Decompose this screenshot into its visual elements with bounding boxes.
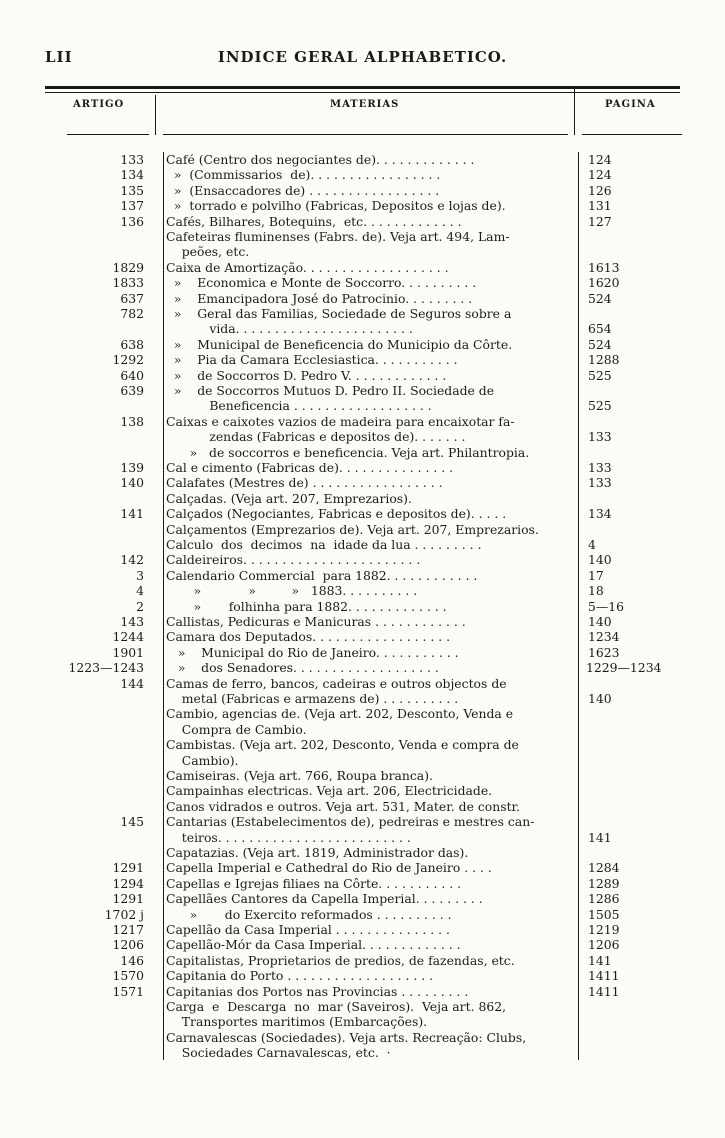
entry-subject: » Economica e Monte de Soccorro. . . . . . . . . . — [166, 276, 477, 291]
entry-subject: Calendario Commercial para 1882. . . . . . . . . . . . — [166, 568, 478, 583]
index-entry — [0, 492, 725, 506]
entry-subject: zendas (Fabricas e depositos de). . . . . . . — [166, 430, 466, 445]
entry-subject: » de Soccorros Mutuos D. Pedro II. Sociedade de — [166, 384, 495, 398]
index-entry — [0, 908, 725, 922]
index-entry — [0, 307, 725, 321]
entry-page-number: 17 — [588, 567, 604, 583]
index-entry — [0, 600, 725, 614]
entry-subject: » dos Senadores. . . . . . . . . . . . . . . . . . . — [166, 661, 439, 676]
entry-article-number: 640 — [120, 367, 144, 383]
entry-page-number: 1206 — [588, 937, 620, 953]
entry-article-number: 1217 — [112, 922, 144, 937]
entry-subject: » (Commissarios de). . . . . . . . . . . . . . . . . — [166, 168, 441, 183]
index-entry — [0, 199, 725, 213]
entry-page-number: 1219 — [588, 922, 620, 937]
page-number: LII — [45, 48, 73, 66]
entry-subject: Sociedades Carnavalescas, etc. · — [166, 1046, 391, 1061]
index-entry — [0, 954, 725, 968]
entry-article-number: 1292 — [112, 352, 144, 368]
entry-subject: Campainhas electricas. Veja art. 206, Electricidade. — [166, 784, 493, 799]
column-header-artigo: ARTIGO — [73, 99, 125, 110]
entry-subject: Café (Centro dos negociantes de). . . . . . . . . . . . . — [166, 153, 475, 167]
index-entry — [0, 707, 725, 721]
entry-subject: » Pia da Camara Ecclesiastica. . . . . . . . . . . — [166, 353, 458, 368]
entry-page-number: 5—16 — [588, 598, 625, 614]
entry-page-number: 1620 — [588, 275, 620, 291]
entry-subject: » folhinha para 1882. . . . . . . . . . . . . — [166, 599, 447, 614]
entry-page-number: 140 — [588, 552, 612, 568]
entry-subject: Capitanias dos Portos nas Provincias . . . . . . . . . — [166, 984, 469, 999]
index-entry — [0, 384, 725, 398]
entry-subject: Camara dos Deputados. . . . . . . . . . . . . . . . . . — [166, 630, 451, 645]
index-entry — [0, 184, 725, 198]
index-entry — [0, 245, 725, 259]
index-entry — [0, 969, 725, 983]
entry-page-number: 131 — [588, 198, 612, 214]
entry-article-number: 133 — [120, 152, 144, 167]
index-entry — [0, 923, 725, 937]
entry-page-number: 133 — [588, 475, 612, 491]
entry-page-number: 524 — [588, 290, 612, 306]
index-entry — [0, 215, 725, 229]
entry-subject: Calçadas. (Veja art. 207, Emprezarios). — [166, 491, 412, 506]
index-entry — [0, 446, 725, 460]
entry-page-number: 524 — [588, 336, 612, 352]
entry-page-number: 140 — [588, 691, 612, 706]
index-entry — [0, 430, 725, 444]
entry-subject: Capellão da Casa Imperial . . . . . . . . . . . . . . . — [166, 923, 450, 937]
entry-article-number: 139 — [120, 460, 144, 475]
index-entry — [0, 1015, 725, 1029]
index-entry — [0, 276, 725, 290]
index-entry — [0, 476, 725, 490]
entry-page-number: 654 — [588, 321, 612, 337]
entry-subject: Cambio, agencias de. (Veja art. 202, Desconto, Venda e — [166, 707, 514, 722]
entry-page-number: 1234 — [588, 629, 620, 645]
index-entry — [0, 569, 725, 583]
index-entry — [0, 661, 725, 675]
entry-page-number: 127 — [588, 213, 612, 229]
entry-subject: Capitania do Porto . . . . . . . . . . . . . . . . . . . — [166, 969, 434, 984]
entry-subject: » do Exercito reformados . . . . . . . . . . — [166, 907, 452, 922]
entry-subject: Canos vidrados e outros. Veja art. 531, Mater. de constr. — [166, 799, 521, 814]
entry-subject: » de soccorros e beneficencia. Veja art. Philantropia. — [166, 445, 530, 460]
entry-page-number: 4 — [588, 537, 596, 552]
entry-article-number: 1244 — [112, 629, 144, 645]
entry-subject: » de Soccorros D. Pedro V. . . . . . . . . . . . . — [166, 368, 447, 383]
entry-article-number: 3 — [136, 567, 144, 583]
entry-subject: » torrado e polvilho (Fabricas, Depositos e lojas de). — [166, 199, 506, 214]
entry-article-number: 1702 j — [104, 906, 144, 922]
index-entry — [0, 677, 725, 691]
page-title: INDICE GERAL ALPHABETICO. — [217, 48, 508, 66]
entry-page-number: 1286 — [588, 891, 620, 907]
column-separator-artigo — [67, 134, 149, 135]
index-entry — [0, 338, 725, 352]
index-entry — [0, 692, 725, 706]
column-divider-top-right — [574, 88, 575, 135]
index-entry — [0, 892, 725, 906]
entry-subject: Calçados (Negociantes, Fabricas e depositos de). . . . . — [166, 507, 507, 522]
entry-page-number: 525 — [588, 367, 612, 383]
entry-page-number: 1411 — [588, 968, 620, 984]
index-entry — [0, 538, 725, 552]
entry-article-number: 4 — [136, 583, 144, 599]
index-entry — [0, 800, 725, 814]
entry-page-number: 1623 — [588, 644, 620, 660]
entry-page-number: 1284 — [588, 860, 620, 876]
entry-page-number: 140 — [588, 614, 612, 629]
index-entry — [0, 985, 725, 999]
header-rule-thin — [45, 92, 680, 93]
entry-article-number: 141 — [120, 506, 144, 522]
entry-subject: Beneficencia . . . . . . . . . . . . . . . . . . — [166, 399, 432, 414]
entry-article-number: 137 — [120, 198, 144, 214]
entry-subject: peões, etc. — [166, 245, 250, 260]
index-entry — [0, 353, 725, 367]
entry-article-number: 1291 — [112, 891, 144, 907]
index-entry — [0, 769, 725, 783]
column-separator-materias — [163, 134, 568, 135]
entry-article-number: 140 — [120, 475, 144, 491]
index-entry — [0, 754, 725, 768]
entry-subject: » Municipal do Rio de Janeiro. . . . . . . . . . . — [166, 645, 459, 660]
index-entry — [0, 938, 725, 952]
entry-article-number: 637 — [120, 290, 144, 306]
entry-article-number: 1570 — [112, 968, 144, 984]
index-entry — [0, 507, 725, 521]
column-header-pagina: PAGINA — [605, 99, 656, 110]
entry-subject: Cal e cimento (Fabricas de). . . . . . . . . . . . . . . — [166, 461, 454, 475]
entry-article-number: 1223—1243 — [68, 660, 144, 676]
entry-article-number: 782 — [120, 306, 144, 321]
entry-subject: Transportes maritimos (Embarcações). — [166, 1015, 428, 1030]
index-entry — [0, 168, 725, 182]
entry-article-number: 142 — [120, 552, 144, 568]
entry-subject: Caixa de Amortização. . . . . . . . . . . . . . . . . . . — [166, 260, 449, 275]
index-entry — [0, 815, 725, 829]
entry-subject: » Emancipadora José do Patrocinio. . . . . . . . . — [166, 291, 473, 306]
index-entry — [0, 292, 725, 306]
entry-article-number: 145 — [120, 814, 144, 830]
index-entry — [0, 322, 725, 336]
index-entry — [0, 846, 725, 860]
index-entry — [0, 831, 725, 845]
page-header — [0, 48, 725, 72]
entry-page-number: 1411 — [588, 983, 620, 999]
entry-subject: teiros. . . . . . . . . . . . . . . . . . . . . . . . . — [166, 830, 411, 845]
entry-subject: Compra de Cambio. — [166, 722, 307, 737]
entry-subject: Cambistas. (Veja art. 202, Desconto, Venda e compra de — [166, 738, 519, 753]
entry-subject: Callistas, Pedicuras e Manicuras . . . . . . . . . . . . — [166, 615, 466, 629]
entry-subject: Camiseiras. (Veja art. 766, Roupa branca). — [166, 769, 433, 783]
entry-subject: Carnavalescas (Sociedades). Veja arts. Recreação: Clubs, — [166, 1030, 527, 1045]
entry-page-number: 1289 — [588, 875, 620, 891]
entry-page-number: 133 — [588, 429, 612, 445]
index-entry — [0, 738, 725, 752]
entry-subject: Cambio). — [166, 753, 239, 768]
entry-page-number: 1613 — [588, 259, 620, 275]
index-entry — [0, 584, 725, 598]
entry-article-number: 2 — [136, 598, 144, 614]
entry-subject: » (Ensaccadores de) . . . . . . . . . . . . . . . . . — [166, 183, 440, 198]
entry-subject: Calculo dos decimos na idade da lua . . . . . . . . . — [166, 538, 482, 552]
entry-article-number: 146 — [120, 952, 144, 968]
entry-article-number: 1833 — [112, 275, 144, 291]
entry-article-number: 1901 — [112, 644, 144, 660]
entry-subject: Capatazias. (Veja art. 1819, Administrador das). — [166, 846, 469, 860]
index-entry — [0, 784, 725, 798]
index-entry — [0, 615, 725, 629]
entry-page-number: 525 — [588, 398, 612, 414]
entry-article-number: 143 — [120, 614, 144, 629]
entry-article-number: 1291 — [112, 860, 144, 876]
index-entry — [0, 1046, 725, 1060]
entry-page-number: 1229—1234 — [586, 660, 662, 676]
entry-subject: » » » 1883. . . . . . . . . . — [166, 584, 418, 599]
entry-subject: Calafates (Mestres de) . . . . . . . . . . . . . . . . . — [166, 476, 443, 491]
entry-subject: Capellão-Mór da Casa Imperial. . . . . . . . . . . . . — [166, 938, 461, 953]
entry-article-number: 1294 — [112, 875, 144, 891]
entry-page-number: 124 — [588, 167, 612, 183]
index-entry — [0, 1031, 725, 1045]
entry-subject: Capella Imperial e Cathedral do Rio de Janeiro . . . . — [166, 861, 492, 876]
entry-subject: Capellães Cantores da Capella Imperial. . . . . . . . . — [166, 892, 483, 907]
entry-subject: Caldeireiros. . . . . . . . . . . . . . . . . . . . . . . — [166, 553, 421, 568]
entry-subject: Camas de ferro, bancos, cadeiras e outros objectos de — [166, 676, 507, 691]
entry-article-number: 1571 — [112, 983, 144, 999]
entry-subject: Capellas e Igrejas filiaes na Côrte. . . . . . . . . . . — [166, 876, 462, 891]
entry-page-number: 141 — [588, 829, 612, 845]
index-entry — [0, 369, 725, 383]
index-entry — [0, 877, 725, 891]
index-entry — [0, 861, 725, 875]
column-divider-top-left — [155, 95, 156, 135]
index-entry — [0, 723, 725, 737]
entry-subject: Capitalistas, Proprietarios de predios, de fazendas, etc. — [166, 953, 515, 968]
entry-page-number: 141 — [588, 952, 612, 968]
entry-page-number: 1288 — [588, 352, 620, 368]
entry-page-number: 124 — [588, 152, 612, 167]
entry-subject: » Geral das Familias, Sociedade de Seguros sobre a — [166, 307, 512, 321]
entry-page-number: 134 — [588, 506, 612, 522]
index-entry — [0, 153, 725, 167]
entry-article-number: 135 — [120, 182, 144, 198]
entry-article-number: 638 — [120, 336, 144, 352]
entry-article-number: 639 — [120, 383, 144, 398]
column-header-materias: MATERIAS — [330, 99, 400, 110]
entry-subject: Cafés, Bilhares, Botequins, etc. . . . . . . . . . . . . — [166, 214, 462, 229]
index-entry — [0, 523, 725, 537]
index-entry — [0, 230, 725, 244]
index-entry — [0, 553, 725, 567]
entry-article-number: 134 — [120, 167, 144, 183]
entry-subject: Carga e Descarga no mar (Saveiros). Veja art. 862, — [166, 1000, 507, 1014]
header-rule-thick — [45, 86, 680, 89]
entry-subject: Cantarias (Estabelecimentos de), pedreiras e mestres can- — [166, 815, 535, 830]
entry-article-number: 136 — [120, 213, 144, 229]
index-entry — [0, 415, 725, 429]
index-entry — [0, 1000, 725, 1014]
entry-page-number: 18 — [588, 583, 604, 599]
entry-article-number: 1206 — [112, 937, 144, 953]
entry-subject: vida. . . . . . . . . . . . . . . . . . . . . . . — [166, 322, 413, 337]
entry-page-number: 126 — [588, 182, 612, 198]
entry-page-number: 133 — [588, 460, 612, 475]
entry-subject: Caixas e caixotes vazios de madeira para encaixotar fa- — [166, 414, 515, 429]
column-separator-pagina — [582, 134, 682, 135]
entry-page-number: 1505 — [588, 906, 620, 922]
index-entry — [0, 399, 725, 413]
entry-article-number: 1829 — [112, 259, 144, 275]
entry-subject: » Municipal de Beneficencia do Municipio da Côrte. — [166, 337, 513, 352]
index-entry — [0, 261, 725, 275]
entry-subject: Cafeteiras fluminenses (Fabrs. de). Veja art. 494, Lam- — [166, 230, 510, 244]
entry-article-number: 138 — [120, 413, 144, 429]
entry-subject: Calçamentos (Emprezarios de). Veja art. 207, Emprezarios. — [166, 522, 539, 537]
entry-article-number: 144 — [120, 675, 144, 691]
index-entry — [0, 461, 725, 475]
index-entry — [0, 646, 725, 660]
entry-subject: metal (Fabricas e armazens de) . . . . . . . . . . — [166, 692, 459, 706]
index-entry — [0, 630, 725, 644]
